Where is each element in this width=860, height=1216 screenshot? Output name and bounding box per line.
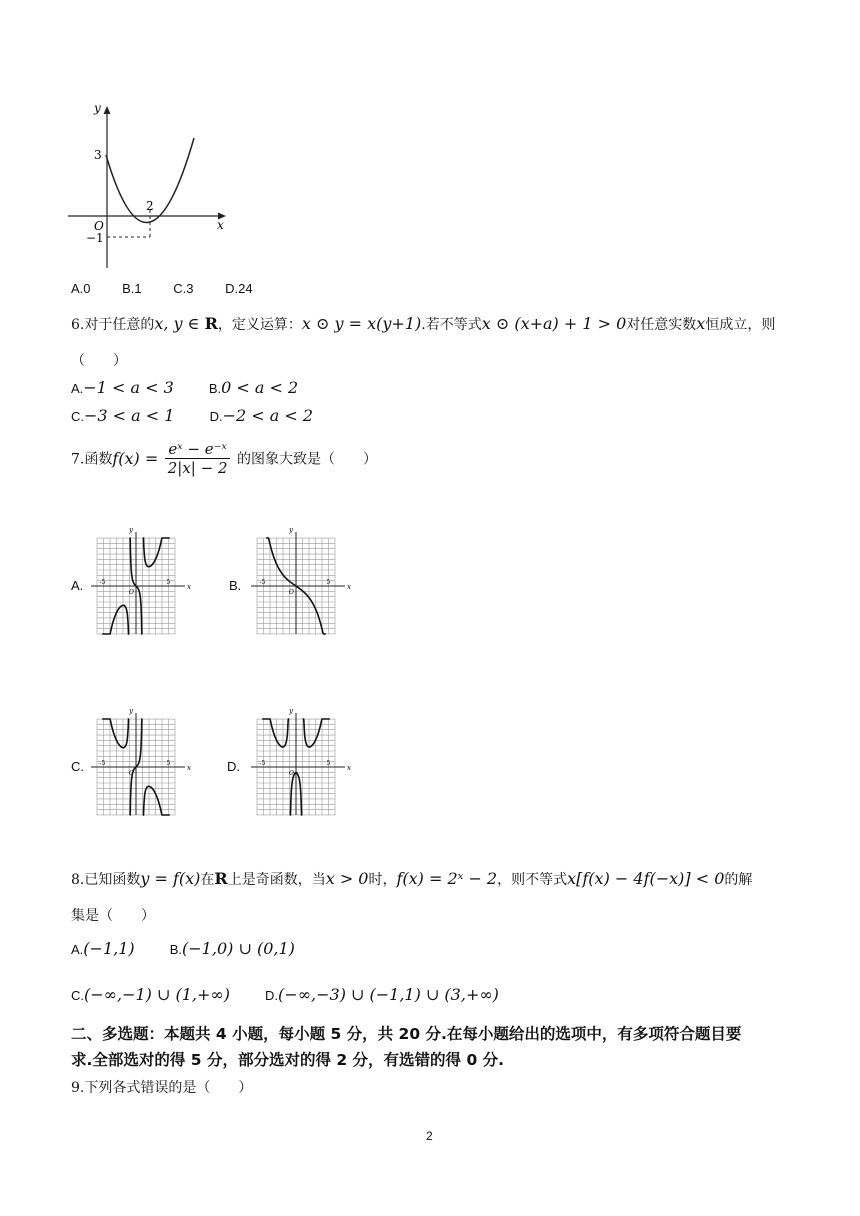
q8-options-row1: A.(−1,1) B.(−1,0) ∪ (0,1) [71,939,295,958]
graph-origin: O [129,589,134,596]
q6-answer-paren: （ ） [71,353,127,369]
graph-c-left-branch [102,719,129,748]
q5-options [71,281,253,296]
q5-tick-minus1: −1 [86,231,104,245]
q8-options-row2: C.(−∞,−1) ∪ (1,+∞) D.(−∞,−3) ∪ (−1,1) ∪ (3,+∞) [71,985,499,1004]
graph-x-label: x [347,583,351,591]
q7-graph-c [86,697,196,843]
q7-graph-d [246,697,356,843]
graph-y-label: y [129,707,133,716]
q7-label-b: B. [229,578,242,593]
q5-tick-2: 2 [146,199,154,213]
q7-label-d: D. [227,759,240,774]
graph-tick-neg5: -5 [99,579,106,586]
graph-y-label: y [129,526,133,535]
q8-stem-line2: 集是（ ） [71,908,155,924]
q5-parabola-figure [62,98,242,273]
q9-stem: 9.下列各式错误的是（ ） [71,1080,253,1096]
q7-stem: 7.函数f(x) = $\frac{\text{eˣ − e⁻ˣ}}{2|x| - 2}$ 的图象大致是（ ） [71,440,377,477]
q8-stem: 8.已知函数y = f(x)在R上是奇函数，当x > 0时，f(x) = 2ˣ − 2，则不等式x[f(x) − 4f(−x)] < 0的解 [71,869,753,888]
section2-heading-line2: 求.全部选对的得 5 分，部分选对的得 2 分，有选错的得 0 分. [71,1051,505,1069]
graph-tick-5: 5 [166,579,171,586]
q7-label-c: C. [71,759,84,774]
graph-tick-neg5: -5 [259,579,266,586]
q5-y-label: y [94,101,101,115]
graph-a-left-branch [102,605,129,634]
graph-tick-5: 5 [166,760,171,767]
q6-options-row2: C.−3 < a < 1 D.−2 < a < 2 [71,406,314,425]
q5-option-d: D.24 [225,281,253,296]
q7-graph-b [246,516,356,662]
q5-option-b: B.1 [122,281,142,296]
q7-label-a: A. [71,578,84,593]
q5-x-label: x [217,218,224,232]
graph-d-right-branch [303,719,330,747]
graph-y-label: y [289,707,293,716]
q7-graph-a [86,516,196,662]
graph-tick-neg5: -5 [99,760,106,767]
graph-origin: O [289,770,294,777]
graph-origin: O [289,589,294,596]
graph-x-label: x [347,764,351,772]
q6-options-row1: A.−1 < a < 3 B.0 < a < 2 [71,378,299,397]
graph-a-right-branch [143,538,170,567]
page-number: 2 [426,1129,433,1143]
q6-stem: 6.对于任意的x, y ∈ R，定义运算：x ⊙ y = x(y+1).若不等式x ⊙ (x+a) + 1 > 0对任意实数x恒成立，则 [71,314,776,333]
section2-heading-line1: 二、多选题：本题共 4 小题，每小题 5 分，共 20 分.在每小题给出的选项中，有多项符合题目要 [71,1025,742,1043]
graph-d-left-branch [262,719,289,747]
q5-origin: O [94,219,104,233]
graph-y-label: y [289,526,293,535]
q5-option-c: C.3 [173,281,194,296]
graph-c-right-branch [143,786,170,815]
graph-origin: O [129,770,134,777]
graph-tick-5: 5 [326,579,331,586]
graph-tick-neg5: -5 [259,760,266,767]
q5-tick-3: 3 [94,148,102,162]
graph-x-label: x [187,764,191,772]
graph-x-label: x [187,583,191,591]
graph-tick-5: 5 [326,760,331,767]
q5-option-a: A.0 [71,281,91,296]
